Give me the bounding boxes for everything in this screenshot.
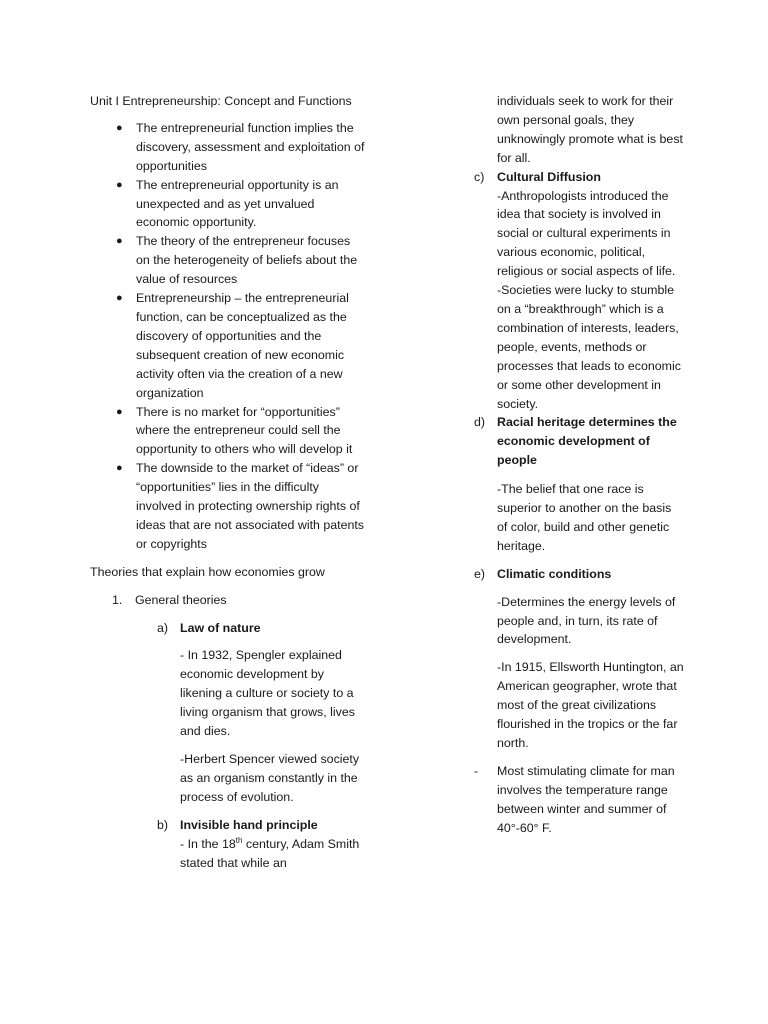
bullet-text: The theory of the entrepreneur focuses on the heterogeneity of beliefs about the value of resources [136,234,358,287]
bullet-icon: ● [116,462,123,475]
sub-marker-a: a) [157,620,169,635]
bullet-text: The entrepreneurial opportunity is an unexpected and as yet unvalued economic opportunity. [136,177,339,230]
general-theories-item [90,591,365,610]
law-of-nature-title: Law of nature [180,620,261,635]
invisible-hand-section [90,816,365,873]
racial-heritage-title: Racial heritage determines the economic development of people [497,415,677,468]
adam-smith-paragraph: - In the 18th century, Adam Smith stated that while an [180,835,360,870]
sub-marker-d: d) [474,415,486,430]
bullet-icon: ● [116,178,123,191]
dash-marker: - [474,763,479,778]
bullet-text: The downside to the market of “ideas” or “opportunities” lies in the difficulty involved in protecting ownership rights of ideas that are not associated with patents or copyrights [136,461,364,551]
bullet-text: The entrepreneurial function implies the discovery, assessment and exploitation of opportunities [136,120,365,173]
climatic-conditions-section [472,565,684,753]
superscript: th [235,835,243,845]
racial-heritage-paragraph: -The belief that one race is superior to another on the basis of color, build and other genetic heritage. [497,482,672,553]
climatic-conditions-title: Climatic conditions [497,566,612,581]
huntington-paragraph: -In 1915, Ellsworth Huntington, an American geographer, wrote that most of the great civilizations flourished in the tropics or the far north. [497,660,684,750]
bullet-text: Entrepreneurship – the entrepreneurial function, can be conceptualized as the discovery of opportunities and the subsequent creation of new economic activity often via the creation of a new organization [136,291,349,400]
bullet-icon: ● [116,121,123,134]
left-column [90,92,365,872]
anthropologists-paragraph: -Anthropologists introduced the idea that society is involved in social or cultural experiments in various economic, political, religious or social aspects of life. [497,188,676,279]
bullet-icon: ● [116,235,123,248]
spencer-paragraph: -Herbert Spencer viewed society as an organism constantly in the process of evolution. [180,752,360,804]
theories-heading: Theories that explain how economies grow [90,564,325,579]
bullet-item [90,403,365,460]
bullet-item [90,176,365,233]
bullet-item [90,459,365,554]
unit-heading: Unit I Entrepreneurship: Concept and Functions [90,94,352,108]
cultural-diffusion-title: Cultural Diffusion [497,169,601,184]
bullet-text: There is no market for “opportunities” where the entrepreneur could sell the opportunity to others who will develop it [136,404,353,457]
bullet-icon: ● [116,405,123,418]
spengler-paragraph: - In 1932, Spengler explained economic development by likening a culture or society to a living organism that grows, lives and dies. [180,648,355,739]
bullet-list [90,119,365,554]
item-number: 1. [112,592,123,607]
bullet-item [90,289,365,402]
sub-marker-e: e) [474,566,486,581]
continuation-paragraph: individuals seek to work for their own personal goals, they unknowingly promote what is best for all. [497,94,683,165]
bullet-item [90,232,365,289]
racial-heritage-section [472,413,684,555]
bullet-item [90,119,365,176]
right-column [472,92,684,838]
stimulating-climate-text: Most stimulating climate for man involves the temperature range between winter and summer of 40°-60° F. [497,763,675,835]
sub-marker-b: b) [157,817,169,832]
stimulating-climate-item [472,762,684,838]
law-of-nature-section [90,619,365,807]
breakthrough-paragraph: -Societies were lucky to stumble on a “breakthrough” which is a combination of interests, leaders, people, events, methods or processes that leads to economic or some other development in society. [497,283,681,411]
item-label: General theories [135,592,227,607]
cultural-diffusion-section [472,168,684,414]
sub-marker-c: c) [474,169,485,184]
energy-levels-paragraph: -Determines the energy levels of people and, in turn, its rate of development. [497,594,676,647]
bullet-icon: ● [116,292,123,305]
invisible-hand-title: Invisible hand principle [180,817,318,832]
